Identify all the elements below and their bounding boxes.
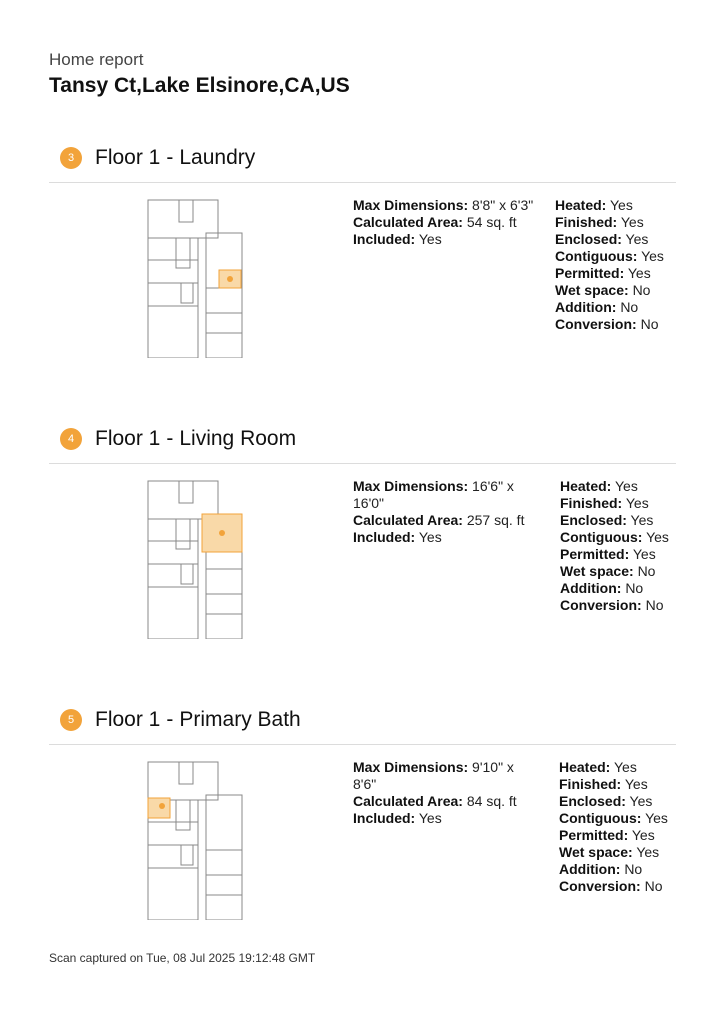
wet-space-row bbox=[555, 282, 673, 299]
finished-value: Yes bbox=[625, 495, 649, 511]
max-dimensions-value: 16'6" x 16'0" bbox=[353, 478, 514, 511]
heated-label: Heated: bbox=[555, 197, 607, 213]
section-header bbox=[60, 424, 296, 454]
max-dimensions-label: Max Dimensions: bbox=[353, 478, 469, 494]
conversion-value: No bbox=[645, 597, 664, 613]
wet-space-label: Wet space: bbox=[555, 282, 629, 298]
finished-row bbox=[555, 214, 673, 231]
room-section-primary-bath bbox=[49, 705, 676, 935]
max-dimensions-label: Max Dimensions: bbox=[353, 197, 469, 213]
scan-timestamp: Scan captured on Tue, 08 Jul 2025 19:12:48 GMT bbox=[49, 951, 316, 965]
included-row bbox=[353, 810, 531, 827]
heated-value: Yes bbox=[610, 197, 633, 213]
room-marker bbox=[227, 276, 233, 282]
room-name: Laundry bbox=[179, 146, 256, 169]
section-divider bbox=[49, 182, 676, 183]
section-title bbox=[95, 427, 296, 451]
calculated-area-value: 84 sq. ft bbox=[466, 793, 517, 809]
enclosed-value: Yes bbox=[630, 512, 654, 528]
permitted-value: Yes bbox=[627, 265, 651, 281]
finished-label: Finished: bbox=[555, 214, 618, 230]
title-separator: - bbox=[166, 427, 174, 450]
max-dimensions-row bbox=[353, 478, 531, 512]
contiguous-label: Contiguous: bbox=[560, 529, 643, 545]
enclosed-value: Yes bbox=[625, 231, 649, 247]
wet-space-value: No bbox=[632, 282, 651, 298]
max-dimensions-label: Max Dimensions: bbox=[353, 759, 469, 775]
room-section-living-room bbox=[49, 424, 676, 654]
included-row bbox=[353, 231, 543, 248]
dimensions-column bbox=[353, 759, 531, 827]
floor-plan-thumbnail bbox=[146, 479, 246, 639]
section-divider bbox=[49, 463, 676, 464]
contiguous-row bbox=[555, 248, 673, 265]
wet-space-value: No bbox=[637, 563, 656, 579]
max-dimensions-value: 8'8" x 6'3" bbox=[472, 197, 534, 213]
finished-label: Finished: bbox=[559, 776, 622, 792]
finished-label: Finished: bbox=[560, 495, 623, 511]
conversion-value: No bbox=[644, 878, 663, 894]
enclosed-label: Enclosed: bbox=[559, 793, 626, 809]
addition-row bbox=[559, 861, 669, 878]
heated-row bbox=[560, 478, 670, 495]
room-marker bbox=[159, 803, 165, 809]
enclosed-label: Enclosed: bbox=[555, 231, 622, 247]
floor-plan-thumbnail bbox=[146, 760, 246, 920]
calculated-area-row bbox=[353, 214, 543, 231]
heated-row bbox=[555, 197, 673, 214]
floor-label: Floor 1 bbox=[95, 708, 161, 731]
addition-row bbox=[560, 580, 670, 597]
room-section-laundry bbox=[49, 143, 676, 373]
heated-row bbox=[559, 759, 669, 776]
heated-label: Heated: bbox=[560, 478, 612, 494]
room-name: Living Room bbox=[179, 427, 297, 450]
heated-value: Yes bbox=[614, 759, 637, 775]
included-value: Yes bbox=[418, 810, 442, 826]
included-row bbox=[353, 529, 531, 546]
included-label: Included: bbox=[353, 529, 416, 545]
attributes-column bbox=[560, 478, 670, 614]
calculated-area-value: 54 sq. ft bbox=[466, 214, 517, 230]
contiguous-value: Yes bbox=[645, 810, 668, 826]
heated-label: Heated: bbox=[559, 759, 611, 775]
room-name: Primary Bath bbox=[179, 708, 301, 731]
dimensions-column bbox=[353, 478, 531, 546]
conversion-row bbox=[555, 316, 673, 333]
included-label: Included: bbox=[353, 810, 416, 826]
contiguous-label: Contiguous: bbox=[559, 810, 642, 826]
addition-label: Addition: bbox=[555, 299, 617, 315]
conversion-label: Conversion: bbox=[560, 597, 642, 613]
contiguous-value: Yes bbox=[646, 529, 669, 545]
room-number-badge: 5 bbox=[60, 709, 82, 731]
enclosed-value: Yes bbox=[629, 793, 653, 809]
permitted-label: Permitted: bbox=[555, 265, 625, 281]
calculated-area-row bbox=[353, 793, 531, 810]
conversion-row bbox=[560, 597, 670, 614]
calculated-area-label: Calculated Area: bbox=[353, 793, 463, 809]
enclosed-label: Enclosed: bbox=[560, 512, 627, 528]
contiguous-row bbox=[560, 529, 670, 546]
contiguous-label: Contiguous: bbox=[555, 248, 638, 264]
calculated-area-value: 257 sq. ft bbox=[466, 512, 525, 528]
permitted-row bbox=[560, 546, 670, 563]
addition-value: No bbox=[624, 861, 643, 877]
conversion-label: Conversion: bbox=[555, 316, 637, 332]
permitted-value: Yes bbox=[631, 827, 655, 843]
enclosed-row bbox=[560, 512, 670, 529]
floor-label: Floor 1 bbox=[95, 427, 161, 450]
floor-label: Floor 1 bbox=[95, 146, 161, 169]
addition-value: No bbox=[620, 299, 639, 315]
calculated-area-label: Calculated Area: bbox=[353, 512, 463, 528]
report-kicker: Home report bbox=[49, 50, 144, 69]
calculated-area-label: Calculated Area: bbox=[353, 214, 463, 230]
finished-row bbox=[559, 776, 669, 793]
finished-row bbox=[560, 495, 670, 512]
max-dimensions-value: 9'10" x 8'6" bbox=[353, 759, 514, 792]
addition-row bbox=[555, 299, 673, 316]
max-dimensions-row bbox=[353, 759, 531, 793]
addition-label: Addition: bbox=[559, 861, 621, 877]
permitted-label: Permitted: bbox=[559, 827, 629, 843]
permitted-row bbox=[559, 827, 669, 844]
room-number-badge: 3 bbox=[60, 147, 82, 169]
wet-space-label: Wet space: bbox=[560, 563, 634, 579]
section-header bbox=[60, 143, 255, 173]
addition-value: No bbox=[625, 580, 644, 596]
attributes-column bbox=[555, 197, 673, 333]
addition-label: Addition: bbox=[560, 580, 622, 596]
calculated-area-row bbox=[353, 512, 531, 529]
room-marker bbox=[219, 530, 225, 536]
wet-space-label: Wet space: bbox=[559, 844, 633, 860]
title-separator: - bbox=[166, 146, 174, 169]
included-value: Yes bbox=[418, 231, 442, 247]
room-highlight bbox=[148, 798, 170, 818]
section-header bbox=[60, 705, 301, 735]
wet-space-value: Yes bbox=[636, 844, 660, 860]
room-number-badge: 4 bbox=[60, 428, 82, 450]
section-divider bbox=[49, 744, 676, 745]
floor-plan-thumbnail bbox=[146, 198, 246, 358]
permitted-label: Permitted: bbox=[560, 546, 630, 562]
conversion-value: No bbox=[640, 316, 659, 332]
finished-value: Yes bbox=[620, 214, 644, 230]
contiguous-row bbox=[559, 810, 669, 827]
permitted-value: Yes bbox=[632, 546, 656, 562]
section-title bbox=[95, 146, 255, 170]
section-title bbox=[95, 708, 301, 732]
included-label: Included: bbox=[353, 231, 416, 247]
dimensions-column bbox=[353, 197, 543, 248]
max-dimensions-row bbox=[353, 197, 543, 214]
wet-space-row bbox=[559, 844, 669, 861]
conversion-label: Conversion: bbox=[559, 878, 641, 894]
enclosed-row bbox=[559, 793, 669, 810]
conversion-row bbox=[559, 878, 669, 895]
title-separator: - bbox=[166, 708, 174, 731]
wet-space-row bbox=[560, 563, 670, 580]
enclosed-row bbox=[555, 231, 673, 248]
finished-value: Yes bbox=[624, 776, 648, 792]
included-value: Yes bbox=[418, 529, 442, 545]
permitted-row bbox=[555, 265, 673, 282]
page-title: Tansy Ct,Lake Elsinore,CA,US bbox=[49, 74, 350, 97]
heated-value: Yes bbox=[615, 478, 638, 494]
attributes-column bbox=[559, 759, 669, 895]
contiguous-value: Yes bbox=[641, 248, 664, 264]
